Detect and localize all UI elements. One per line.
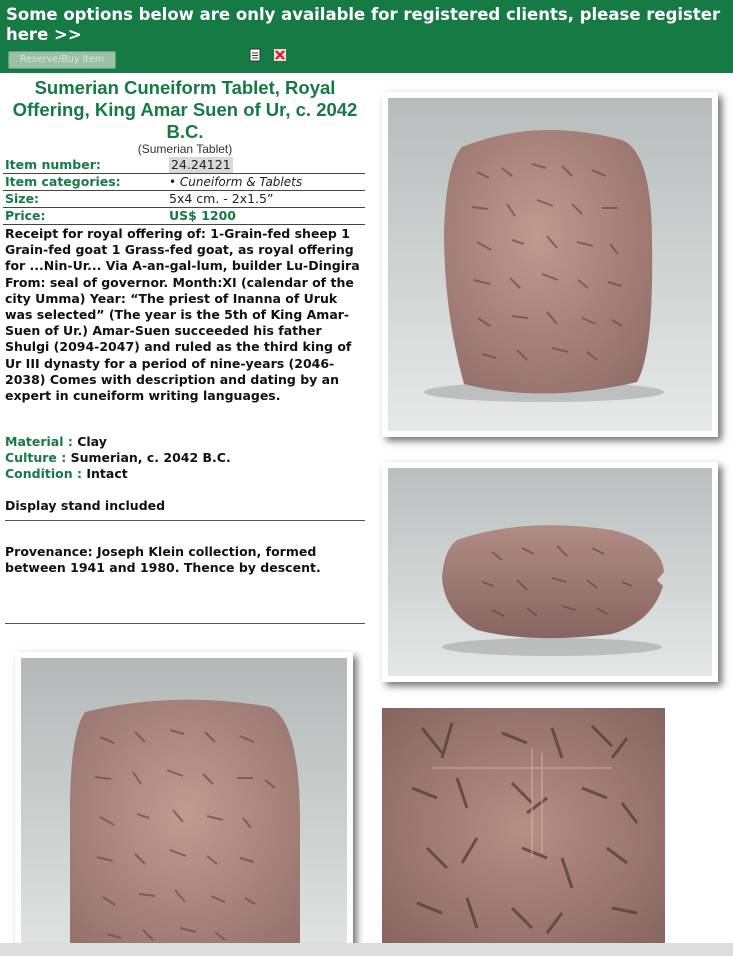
category-link[interactable]: • Cuneiform & Tablets	[169, 175, 303, 189]
product-photo-side[interactable]	[382, 462, 718, 682]
item-number-value: 24.24121	[171, 157, 231, 172]
product-photo-front[interactable]	[382, 92, 718, 437]
spec-label: Item categories:	[5, 174, 121, 189]
product-photo-detail[interactable]	[382, 708, 665, 948]
bottom-edge	[0, 943, 733, 956]
provenance-text: Provenance: Joseph Klein collection, formed between 1941 and 1980. Thence by descent.	[5, 544, 321, 576]
reserve-buy-button[interactable]: Reserve/Buy Item	[8, 51, 116, 69]
display-stand-note: Display stand included	[5, 498, 166, 513]
spec-row-item-number	[3, 157, 365, 174]
attributes	[5, 434, 367, 483]
product-subtitle: (Sumerian Tablet)	[137, 142, 233, 156]
culture-label: Culture :	[5, 450, 67, 466]
divider	[5, 623, 365, 624]
condition-label: Condition :	[5, 466, 82, 482]
print-icon[interactable]	[249, 48, 261, 62]
product-photo-back[interactable]	[15, 652, 353, 952]
product-title: Sumerian Cuneiform Tablet, Royal Offering, King Amar Suen of Ur, c. 2042 B.C.	[12, 77, 358, 142]
condition-line	[5, 466, 367, 482]
condition-value: Intact	[86, 466, 128, 482]
price-value: US$ 1200	[169, 208, 236, 223]
product-description: Receipt for royal offering of: 1-Grain-fed sheep 1 Grain-fed goat 1 Grass-fed goat, as royal offering for ...Nin-Ur... Via A-an-gal-lum, builder Lu-Dingira From: seal of governor. Month:XI (calendar of the city Umma) Year: “The priest of Inanna of Uruk was selected” (The year is the 5th of King Amar-Suen of Ur.) Amar-Suen succeeded his father Shulgi (2094-2047) and ruled as the third king of Ur III dynasty for a period of nine-years (2046-2038) Comes with description and dating by an expert in cuneiform writing languages.	[5, 226, 360, 404]
close-icon[interactable]	[274, 49, 286, 61]
divider	[5, 520, 365, 521]
material-value: Clay	[77, 434, 107, 449]
culture-value: Sumerian, c. 2042 B.C.	[70, 450, 231, 466]
culture-line	[5, 450, 367, 466]
spec-row-categories	[3, 174, 365, 191]
spec-label: Price:	[5, 208, 46, 223]
spec-label: Size:	[5, 191, 40, 206]
material-line	[5, 434, 367, 450]
top-banner	[0, 0, 733, 73]
registration-notice-link[interactable]: Some options below are only available for registered clients, please register here >>	[6, 5, 721, 44]
spec-row-price	[3, 208, 365, 225]
spec-label: Item number:	[5, 157, 101, 172]
spec-row-size	[3, 191, 365, 208]
spec-table	[3, 157, 365, 225]
size-value: 5x4 cm. - 2x1.5”	[169, 191, 274, 206]
material-label: Material :	[5, 434, 73, 449]
